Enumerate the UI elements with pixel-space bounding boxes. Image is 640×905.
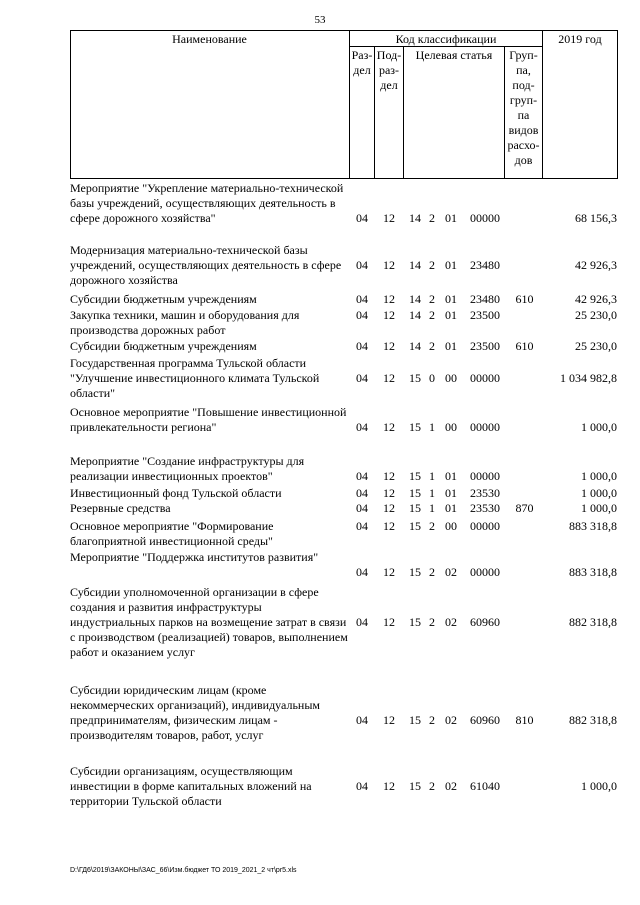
- program-code: 15: [409, 779, 421, 793]
- header-subsection: Под- раз- дел: [376, 48, 402, 92]
- event-code: 00: [445, 371, 457, 385]
- program-code: 15: [409, 469, 421, 483]
- row-amount: 1 000,0: [581, 501, 617, 515]
- program-code: 15: [409, 713, 421, 727]
- program-code: 15: [409, 501, 421, 515]
- direction-code: 00000: [470, 371, 500, 385]
- subsection-code: 12: [383, 308, 395, 322]
- subprogram-code: 2: [429, 779, 435, 793]
- row-name: Модернизация материально-технической базы учреждений, осуществляющих деятельность в сфере дорожного хозяйства: [70, 243, 342, 287]
- program-code: 14: [409, 258, 421, 272]
- subsection-code: 12: [383, 713, 395, 727]
- table-row: [0, 519, 640, 549]
- subprogram-code: 1: [429, 486, 435, 500]
- row-amount: 25 230,0: [575, 308, 617, 322]
- section-code: 04: [356, 308, 368, 322]
- row-amount: 883 318,8: [569, 519, 617, 533]
- section-code: 04: [356, 211, 368, 225]
- subsection-code: 12: [383, 258, 395, 272]
- section-code: 04: [356, 519, 368, 533]
- event-code: 01: [445, 258, 457, 272]
- table-row: [0, 292, 640, 307]
- row-name: Субсидии бюджетным учреждениям: [70, 292, 257, 306]
- subsection-code: 12: [383, 486, 395, 500]
- table-row: [0, 683, 640, 743]
- expense-type-code: 610: [515, 292, 534, 306]
- subsection-code: 12: [383, 469, 395, 483]
- program-code: 14: [409, 292, 421, 306]
- header-code-group: Код классификации: [395, 32, 497, 46]
- row-name: Мероприятие "Поддержка институтов развития": [70, 550, 319, 564]
- event-code: 00: [445, 519, 457, 533]
- expense-type-code: 810: [515, 713, 534, 727]
- program-code: 14: [409, 211, 421, 225]
- direction-code: 23500: [470, 339, 500, 353]
- subprogram-code: 2: [429, 211, 435, 225]
- row-name: Субсидии организациям, осуществляющим инвестиции в форме капитальных вложений на территории Тульской области: [70, 764, 312, 808]
- row-amount: 1 000,0: [581, 420, 617, 434]
- table-row: [0, 405, 640, 435]
- subprogram-code: 2: [429, 713, 435, 727]
- subprogram-code: 2: [429, 292, 435, 306]
- subprogram-code: 2: [429, 615, 435, 629]
- row-amount: 882 318,8: [569, 615, 617, 629]
- header-year: 2019 год: [558, 32, 602, 46]
- direction-code: 00000: [470, 420, 500, 434]
- event-code: 01: [445, 339, 457, 353]
- subsection-code: 12: [383, 371, 395, 385]
- program-code: 15: [409, 519, 421, 533]
- event-code: 02: [445, 779, 457, 793]
- row-name: Мероприятие "Создание инфраструктуры для реализации инвестиционных проектов": [70, 454, 305, 483]
- table-row: [0, 243, 640, 288]
- direction-code: 00000: [470, 565, 500, 579]
- subsection-code: 12: [383, 501, 395, 515]
- subsection-code: 12: [383, 565, 395, 579]
- subprogram-code: 0: [429, 371, 435, 385]
- section-code: 04: [356, 371, 368, 385]
- subprogram-code: 1: [429, 501, 435, 515]
- subprogram-code: 2: [429, 519, 435, 533]
- section-code: 04: [356, 615, 368, 629]
- section-code: 04: [356, 339, 368, 353]
- event-code: 01: [445, 486, 457, 500]
- subsection-code: 12: [383, 519, 395, 533]
- table-row: [0, 339, 640, 354]
- row-amount: 68 156,3: [575, 211, 617, 225]
- program-code: 15: [409, 565, 421, 579]
- subsection-code: 12: [383, 292, 395, 306]
- event-code: 02: [445, 713, 457, 727]
- row-name: Субсидии бюджетным учреждениям: [70, 339, 257, 353]
- table-row: [0, 454, 640, 484]
- row-name: Инвестиционный фонд Тульской области: [70, 486, 282, 500]
- section-code: 04: [356, 486, 368, 500]
- program-code: 14: [409, 308, 421, 322]
- row-name: Государственная программа Тульской области "Улучшение инвестиционного климата Тульской области": [70, 356, 320, 400]
- subprogram-code: 1: [429, 420, 435, 434]
- subsection-code: 12: [383, 779, 395, 793]
- direction-code: 60960: [470, 713, 500, 727]
- row-amount: 882 318,8: [569, 713, 617, 727]
- direction-code: 23480: [470, 258, 500, 272]
- page-number: 53: [314, 14, 326, 26]
- section-code: 04: [356, 713, 368, 727]
- header-group: Груп- па, под- груп- па видов расхо- дов: [507, 48, 540, 167]
- row-amount: 42 926,3: [575, 258, 617, 272]
- row-name: Закупка техники, машин и оборудования для производства дорожных работ: [70, 308, 300, 337]
- table-row: [0, 550, 640, 579]
- subprogram-code: 1: [429, 469, 435, 483]
- section-code: 04: [356, 258, 368, 272]
- subprogram-code: 2: [429, 258, 435, 272]
- direction-code: 61040: [470, 779, 500, 793]
- table-row: [0, 501, 640, 516]
- subprogram-code: 2: [429, 565, 435, 579]
- table-header: [70, 30, 618, 179]
- table-row: [0, 486, 640, 501]
- file-path-footer: D:\ГД6\2019\ЗАКОНЫ\ЗАС_66\Изм.бюджет ТО 2019_2021_2 чт\pr5.xls: [70, 867, 297, 874]
- expense-type-code: 610: [515, 339, 534, 353]
- row-amount: 1 034 982,8: [560, 371, 617, 385]
- expense-type-code: 870: [515, 501, 534, 515]
- event-code: 01: [445, 308, 457, 322]
- table-row: [0, 764, 640, 809]
- subprogram-code: 2: [429, 339, 435, 353]
- program-code: 15: [409, 615, 421, 629]
- table-row: [0, 308, 640, 338]
- subsection-code: 12: [383, 420, 395, 434]
- section-code: 04: [356, 292, 368, 306]
- direction-code: 23480: [470, 292, 500, 306]
- direction-code: 23500: [470, 308, 500, 322]
- row-amount: 1 000,0: [581, 469, 617, 483]
- subsection-code: 12: [383, 211, 395, 225]
- subprogram-code: 2: [429, 308, 435, 322]
- header-target: Целевая статья: [415, 48, 493, 62]
- row-name: Резервные средства: [70, 501, 171, 515]
- row-name: Основное мероприятие "Формирование благоприятной инвестиционной среды": [70, 519, 274, 548]
- event-code: 01: [445, 469, 457, 483]
- event-code: 01: [445, 501, 457, 515]
- section-code: 04: [356, 420, 368, 434]
- table-row: [0, 181, 640, 226]
- header-name: Наименование: [172, 32, 247, 46]
- program-code: 15: [409, 486, 421, 500]
- row-amount: 883 318,8: [569, 565, 617, 579]
- row-amount: 42 926,3: [575, 292, 617, 306]
- program-code: 15: [409, 420, 421, 434]
- table-row: [0, 585, 640, 660]
- direction-code: 00000: [470, 519, 500, 533]
- row-name: Основное мероприятие "Повышение инвестиционной привлекательности региона": [70, 405, 347, 434]
- section-code: 04: [356, 469, 368, 483]
- direction-code: 00000: [470, 469, 500, 483]
- row-amount: 1 000,0: [581, 779, 617, 793]
- event-code: 02: [445, 565, 457, 579]
- event-code: 00: [445, 420, 457, 434]
- direction-code: 00000: [470, 211, 500, 225]
- direction-code: 23530: [470, 486, 500, 500]
- direction-code: 60960: [470, 615, 500, 629]
- row-amount: 1 000,0: [581, 486, 617, 500]
- section-code: 04: [356, 779, 368, 793]
- table-row: [0, 356, 640, 401]
- event-code: 02: [445, 615, 457, 629]
- program-code: 15: [409, 371, 421, 385]
- row-amount: 25 230,0: [575, 339, 617, 353]
- subsection-code: 12: [383, 615, 395, 629]
- row-name: Субсидии юридическим лицам (кроме некоммерческих организаций), индивидуальным предпринимателям, физическим лицам - производителям товаров, работ, услуг: [70, 683, 320, 742]
- subsection-code: 12: [383, 339, 395, 353]
- event-code: 01: [445, 211, 457, 225]
- row-name: Мероприятие "Укрепление материально-технической базы учреждений, осуществляющих деятельность в сфере дорожного хозяйства": [70, 181, 344, 225]
- program-code: 14: [409, 339, 421, 353]
- section-code: 04: [356, 501, 368, 515]
- header-section: Раз- дел: [351, 48, 373, 77]
- event-code: 01: [445, 292, 457, 306]
- section-code: 04: [356, 565, 368, 579]
- row-name: Субсидии уполномоченной организации в сфере создания и развития инфраструктуры индустриальных парков на возмещение затрат в связи с производством (реализацией) товаров, выполнением работ и оказанием услуг: [70, 585, 348, 659]
- direction-code: 23530: [470, 501, 500, 515]
